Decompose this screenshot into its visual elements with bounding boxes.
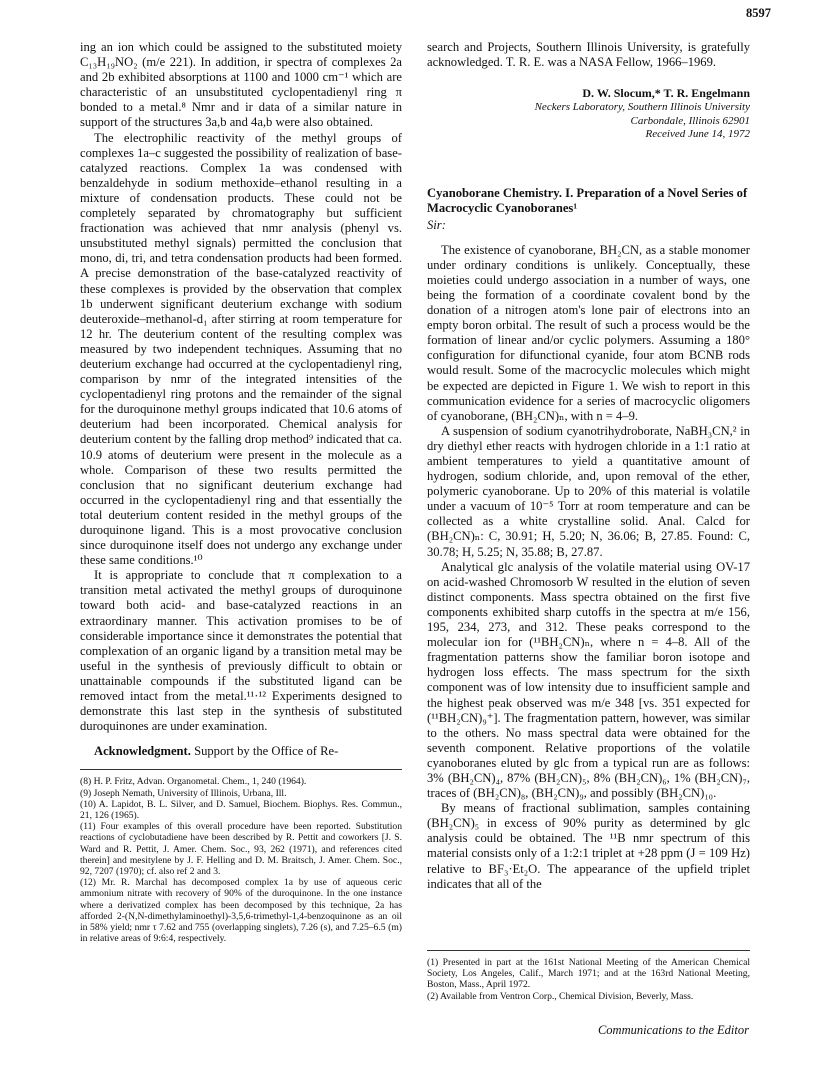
acknowledgment-heading: Acknowledgment.: [94, 744, 191, 759]
footnote-divider: [80, 769, 402, 770]
affiliation-line: Carbondale, Illinois 62901: [630, 114, 750, 127]
received-date: Received June 14, 1972: [645, 128, 750, 141]
body-paragraph: By means of fractional sublimation, samples containing (BH₂CN)₅ in excess of 90% purity as determined by glc analysis could be obtained. The ¹¹B nmr spectrum of this material consists only of a 1:2:1 triplet at +28 ppm (J = 109 Hz) relative to BF₃·Et₂O. The appearance of the upfield triplet indicates that all of the: [427, 801, 750, 891]
left-footnotes: [80, 776, 402, 944]
journal-footer: Communications to the Editor: [597, 1023, 749, 1037]
footnote-divider: [427, 950, 750, 951]
right-footnotes: [427, 950, 750, 1002]
left-column: [80, 40, 402, 944]
footnote: (12) Mr. R. Marchal has decomposed complex 1a by use of aqueous ceric ammonium nitrate with recovery of 90% of the duroquinone. In the one instance where a derivatized complex has been decomposed by this technique, 2a has afforded 2-(N,N-dimethylaminoethyl)-3,5,6-trimethyl-1,4-benzoquinone as an oil in 58% yield; nmr τ 7.62 and 755 (overlapping singlets), 7.26 (s), and 7.25–6.5 (m) in relative areas of 9:6:4, respectively.: [80, 877, 402, 945]
right-column: [427, 40, 750, 892]
acknowledgment-text: Support by the Office of Re-: [194, 744, 339, 759]
body-paragraph: Analytical glc analysis of the volatile material using OV-17 on acid-washed Chromosorb W resulted in the elution of seven distinct components. Mass spectra obtained on the first five components exhibited sharp cutoffs in the spectra at m/e 156, 195, 234, 273, and 312. These peaks correspond to the molecular ion for (¹¹BH₂CN)ₙ, where n = 4–8. All of the fragmentation patterns show the familiar boron isotope and hydrogen loss effects. The mass spectrum for the sixth component was of low intensity due to insufficient sample and the highest peak observed was m/e 348 [vs. 351 expected for (¹¹BH₂CN)₉⁺]. The fragmentation pattern, however, was similar to the others. No mass spectral data were obtained for the seventh component. Relative proportions of the volatile cyanoboranes eluted by glc from a typical run are as follows: 3% (BH₂CN)₄, 87% (BH₂CN)₅, 8% (BH₂CN)₆, 1% (BH₂CN)₇, traces of (BH₂CN)₈, (BH₂CN)₉, and possibly (BH₂CN)₁₀.: [427, 559, 750, 801]
footnote: (11) Four examples of this overall procedure have been reported. Substitution reactions of cyclobutadiene have been described by R. Pettit and coworkers [J. S. Ward and R. Pettit, J. Amer. Chem. Soc., 93, 262 (1971), and references cited therein] and mesitylene by J. F. Helling and D. M. Braitsch, J. Amer. Chem. Soc., 92, 7207 (1970); cf. also ref 2 and 3.: [80, 821, 402, 878]
salutation: Sir:: [427, 217, 446, 232]
body-paragraph: It is appropriate to conclude that π complexation to a transition metal activated the methyl groups of duroquinone toward both acid- and base-catalyzed reactions in an extraordinary manner. This activation promises to be of considerable importance since it demonstrates the potential that complexation of an organic ligand by a transition metal may be useful in the synthesis of previously difficult to obtain or unattainable compounds if the substituted ligand can be removed intact from the metal.¹¹·¹² Experiments designed to demonstrate this last step in the synthesis of substituted duroquinones are under examination.: [80, 568, 402, 734]
page-number: 8597: [746, 6, 771, 20]
footnote: (2) Available from Ventron Corp., Chemical Division, Beverly, Mass.: [427, 990, 694, 1002]
authors: D. W. Slocum,* T. R. Engelmann: [582, 86, 750, 101]
body-paragraph: The existence of cyanoborane, BH₂CN, as a stable monomer under ordinary conditions is unlikely. Conceptually, these moieties could undergo association in a number of ways, one being the formation of a coordinate covalent bond by the donation of a nitrogen atom's lone pair of electrons into an empty boron orbital. The result of such a process would be the formation of linear and/or cyclic polymers. Assuming a 180° configuration for difunctional cyanide, four atom BCNB rods would result. Some of the macrocyclic molecules which might be expected are depicted in Figure 1. We wish to report in this communication evidence for a series of macrocyclic oligomers of cyanoborane, (BH₂CN)ₙ, with n = 4–9.: [427, 242, 750, 423]
footnote: (8) H. P. Fritz, Advan. Organometal. Chem., 1, 240 (1964).: [80, 776, 307, 788]
footnote: (9) Joseph Nemath, University of Illinois, Urbana, Ill.: [80, 787, 287, 799]
body-paragraph: search and Projects, Southern Illinois University, is gratefully acknowledged. T. R. E. was a NASA Fellow, 1966–1969.: [427, 40, 750, 70]
acknowledgment: [80, 744, 402, 759]
body-paragraph: ing an ion which could be assigned to the substituted moiety C₁₃H₁₉NO₂ (m/e 221). In addition, ir spectra of complexes 2a and 2b exhibited absorptions at 1100 and 1000 cm⁻¹ which are characteristic of an unsubstituted cyclopentadienyl ring π bonded to a metal.⁸ Nmr and ir data of a similar nature in support of the structures 3a,b and 4a,b were also obtained.: [80, 40, 402, 130]
body-paragraph: The electrophilic reactivity of the methyl groups of complexes 1a–c suggested the possibility of realization of base-catalyzed reactions. Complex 1a was condensed with benzaldehyde in sodium methoxide–ethanol resulting in a mixture of condensation products. These could not be completely separated by chromatography but sufficient fractionation was achieved that nmr analysis (phenyl vs. unsubstituted methyl signals) permitted the conclusion that mono, di, tri, and tetra condensation products had been formed. A precise demonstration of the base-catalyzed reactivity of these complexes is provided by the observation that complex 1b underwent significant deuterium exchange with sodium deuteroxide–methanol-d₁ after stirring at room temperature for 12 hr. The deuterium content of the resulting complex was measured by two independent techniques. Assuming that no deuterium exchange had occurred at the cyclopentadienyl ring, comparison by nmr of the integrated intensities of the cyclopentadienyl ring protons and the remainder of the signal for the duroquinone methyl groups indicated that 10.6 atoms of deuterium had been incorporated. Chemical analysis for deuterium content by the falling drop method⁹ indicated that ca. 10.9 atoms of deuterium were present in the molecule as a whole. Comparison of these two results permitted the conclusion that no significant deuterium exchange had occurred in the cyclopentadienyl ring and that essentially the total deuterium content resided in the methyl groups of the duroquinone ligand. This is a most provocative conclusion since duroquinone itself does not undergo any exchange under these same conditions.¹⁰: [80, 130, 402, 568]
affiliation-line: Neckers Laboratory, Southern Illinois University: [534, 101, 750, 114]
article-title: Cyanoborane Chemistry. I. Preparation of a Novel Series of Macrocyclic Cyanoboranes¹: [427, 185, 748, 215]
footnote: (1) Presented in part at the 161st National Meeting of the American Chemical Society, Los Angeles, Calif., March 1971; and at the 163rd National Meeting, Boston, Mass., April 1972.: [427, 957, 750, 991]
body-paragraph: A suspension of sodium cyanotrihydroborate, NaBH₃CN,² in dry diethyl ether reacts with hydrogen chloride in a 1:1 ratio at ambient temperatures to yield a quantitative amount of hydrogen, sodium chloride, and, upon removal of the ether, polymeric cyanoborane. Up to 20% of this material is volatile under a vacuum of 10⁻⁵ Torr at room temperature and can be collected as a white crystalline solid. Anal. Calcd for (BH₂CN)ₙ: C, 30.91; H, 5.20; N, 36.06; B, 27.85. Found: C, 30.78; H, 5.25; N, 35.88; B, 27.87.: [427, 423, 750, 559]
footnote: (10) A. Lapidot, B. L. Silver, and D. Samuel, Biochem. Biophys. Res. Commun., 21, 126 (1965).: [80, 798, 402, 822]
